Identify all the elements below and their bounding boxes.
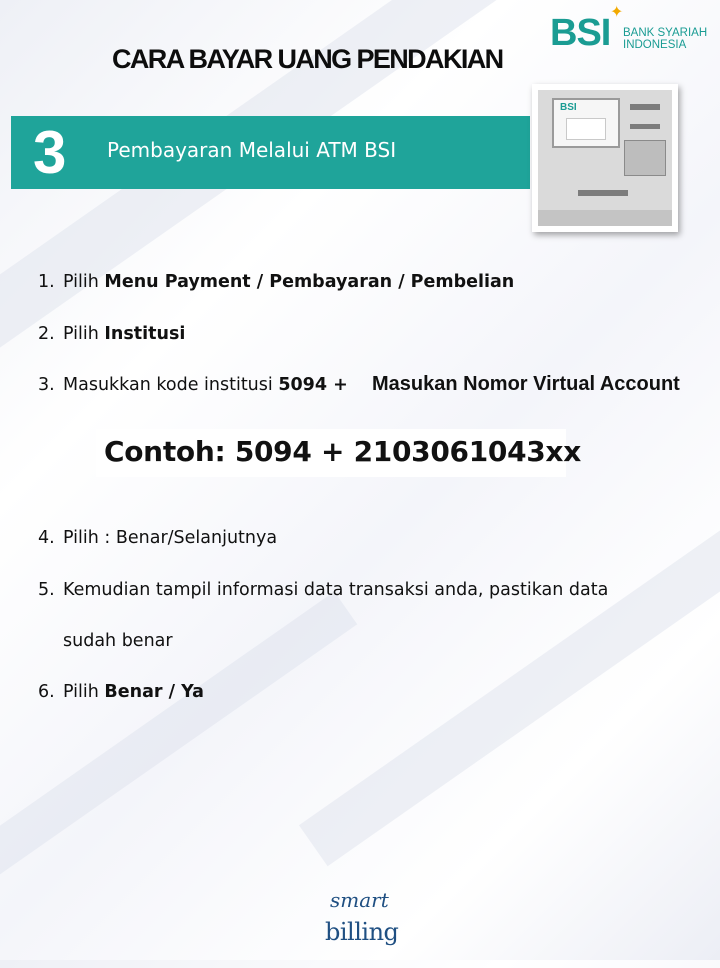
background-stripe (299, 424, 720, 866)
atm-cash-slot (578, 190, 628, 196)
page-title: CARA BAYAR UANG PENDAKIAN (112, 44, 503, 74)
background-stripe (0, 592, 357, 968)
logo-subtitle (623, 27, 707, 51)
banner-text: Pembayaran Melalui ATM BSI (107, 138, 397, 162)
virtual-account-label: Masukan Nomor Virtual Account (372, 373, 680, 395)
step-number: 4. (38, 528, 55, 548)
step-text: Pilih (63, 682, 105, 702)
footer-logo-line2: billing (325, 918, 399, 946)
step-bold: 5094 + (278, 375, 348, 395)
bsi-logo (550, 2, 720, 58)
atm-base (538, 210, 672, 226)
atm-screen-brand: BSI (560, 102, 577, 113)
step-text: Kemudian tampil informasi data transaksi anda, pastikan data (63, 580, 609, 600)
atm-screen (552, 98, 620, 148)
smart-billing-logo (320, 888, 400, 956)
step-bold: Menu Payment / Pembayaran / Pembelian (104, 272, 515, 292)
example-text: Contoh: 5094 + 2103061043xx (104, 435, 581, 468)
step-item (38, 272, 514, 292)
step-item (38, 580, 608, 600)
step-item (38, 682, 204, 702)
step-number: 2. (38, 324, 55, 344)
atm-screen-panel (566, 118, 606, 140)
step-text: Pilih (63, 324, 105, 344)
step-number: 3. (38, 375, 55, 395)
atm-image (532, 84, 678, 232)
atm-receipt-slot (630, 124, 660, 129)
step-text: Masukkan kode institusi (63, 375, 279, 395)
logo-line2: INDONESIA (623, 39, 687, 51)
banner-number: 3 (33, 119, 67, 186)
step-number: 5. (38, 580, 55, 600)
step-bold: Institusi (104, 324, 186, 344)
atm-card-slot (630, 104, 660, 110)
step-text: Pilih (63, 272, 105, 292)
step-item (38, 375, 348, 395)
star-icon: ✦ (610, 2, 624, 21)
step-continuation: sudah benar (63, 631, 173, 651)
atm-machine (538, 90, 672, 226)
step-item (38, 528, 277, 548)
atm-keypad (624, 140, 666, 176)
step-banner (11, 116, 530, 189)
footer-logo-line1: smart (330, 888, 389, 912)
logo-brand: BSI (550, 12, 611, 54)
step-text: Pilih : Benar/Selanjutnya (63, 528, 278, 548)
logo-line1: BANK SYARIAH (623, 27, 708, 39)
step-number: 1. (38, 272, 55, 292)
step-bold: Benar / Ya (104, 682, 204, 702)
step-number: 6. (38, 682, 55, 702)
step-item (38, 324, 185, 344)
